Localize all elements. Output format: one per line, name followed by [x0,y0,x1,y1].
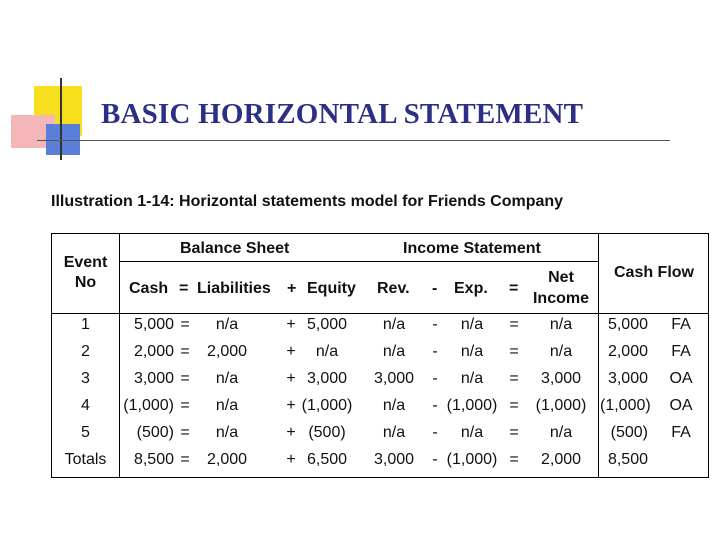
cell-eq2: = [509,424,519,441]
cell-plus: + [286,370,296,387]
cell-eq2: = [509,370,519,387]
header-income: Income [532,290,589,307]
header-net: Net [548,269,574,286]
cell-plus: + [286,397,296,414]
cell-rev: n/a [382,424,406,441]
cell-cf: 8,500 [607,451,648,468]
cell-cash: 2,000 [133,343,174,360]
header-equity: Equity [307,280,356,297]
cell-exp: n/a [460,370,484,387]
cell-minus: - [432,397,438,414]
col-divider-cashflow [598,234,599,477]
header-divider [52,313,708,314]
cell-liab: n/a [215,424,239,441]
cell-liab: n/a [215,397,239,414]
cell-minus: - [432,316,438,333]
section-divider [119,261,598,262]
cell-ni: n/a [549,316,573,333]
cell-cf: 2,000 [607,343,648,360]
cell-minus: - [432,370,438,387]
header-exp: Exp. [454,280,488,297]
cell-ni: n/a [549,343,573,360]
cell-cft: FA [671,316,691,333]
cell-eq1: = [180,343,190,360]
header-balance-sheet: Balance Sheet [180,240,290,257]
cell-eq2: = [509,316,519,333]
cell-liab: n/a [215,316,239,333]
cell-eq1: = [180,424,190,441]
cell-cf: 3,000 [607,370,648,387]
cell-eq1: = [180,316,190,333]
cell-plus: + [286,343,296,360]
cell-eq2: = [509,451,519,468]
cell-equity: 3,000 [306,370,348,387]
cell-eq2: = [509,343,519,360]
cell-rev: n/a [382,397,406,414]
header-liabilities: Liabilities [197,280,271,297]
cell-minus: - [432,451,438,468]
cell-exp: (1,000) [446,451,498,468]
cell-equity: n/a [315,343,339,360]
cell-exp: n/a [460,424,484,441]
cell-minus: - [432,343,438,360]
cell-plus: + [286,316,296,333]
cell-liab: 2,000 [206,343,248,360]
cell-cash: 8,500 [133,451,174,468]
cell-cf: (500) [610,424,648,441]
cell-event: Totals [64,451,107,468]
cell-ni: (1,000) [535,397,587,414]
cell-cft: OA [669,397,693,414]
cell-minus: - [432,424,438,441]
cell-equity: 5,000 [306,316,348,333]
cell-liab: n/a [215,370,239,387]
cell-eq2: = [509,397,519,414]
cell-liab: 2,000 [206,451,248,468]
cell-eq1: = [180,370,190,387]
cell-cash: 5,000 [133,316,174,333]
header-equals-2: = [509,280,519,297]
slide-title: BASIC HORIZONTAL STATEMENT [101,98,584,130]
cell-cf: 5,000 [607,316,648,333]
cell-rev: 3,000 [373,451,415,468]
cell-eq1: = [180,451,190,468]
cell-exp: n/a [460,343,484,360]
cell-plus: + [286,451,296,468]
cell-ni: n/a [549,424,573,441]
cell-plus: + [286,424,296,441]
horizontal-statements-table [51,233,709,478]
cell-cash: (500) [136,424,174,441]
header-cash-flow: Cash Flow [613,264,694,281]
cell-equity: (500) [308,424,346,441]
cell-rev: n/a [382,343,406,360]
cell-eq1: = [180,397,190,414]
cell-cash: (1,000) [123,397,174,414]
cell-exp: (1,000) [446,397,498,414]
cell-event: 3 [81,370,90,387]
title-underline [37,140,670,141]
illustration-caption: Illustration 1-14: Horizontal statements model for Friends Company [51,193,564,210]
header-income-statement: Income Statement [403,240,541,257]
cell-event: 1 [81,316,90,333]
cell-ni: 3,000 [540,370,582,387]
header-equals-1: = [179,280,189,297]
header-plus: + [287,280,297,297]
cell-exp: n/a [460,316,484,333]
cell-rev: 3,000 [373,370,415,387]
cell-equity: (1,000) [301,397,353,414]
cell-cft: FA [671,343,691,360]
cell-cash: 3,000 [133,370,174,387]
cell-event: 4 [81,397,90,414]
header-no: No [74,274,97,291]
decor-vertical-line [60,78,62,160]
cell-cft: FA [671,424,691,441]
header-cash: Cash [129,280,169,297]
cell-cft: OA [669,370,693,387]
header-rev: Rev. [377,280,410,297]
cell-rev: n/a [382,316,406,333]
cell-ni: 2,000 [540,451,582,468]
cell-equity: 6,500 [306,451,348,468]
cell-event: 5 [81,424,90,441]
header-event: Event [63,254,108,271]
cell-cf: (1,000) [600,397,651,414]
header-minus: - [432,280,438,297]
cell-event: 2 [81,343,90,360]
